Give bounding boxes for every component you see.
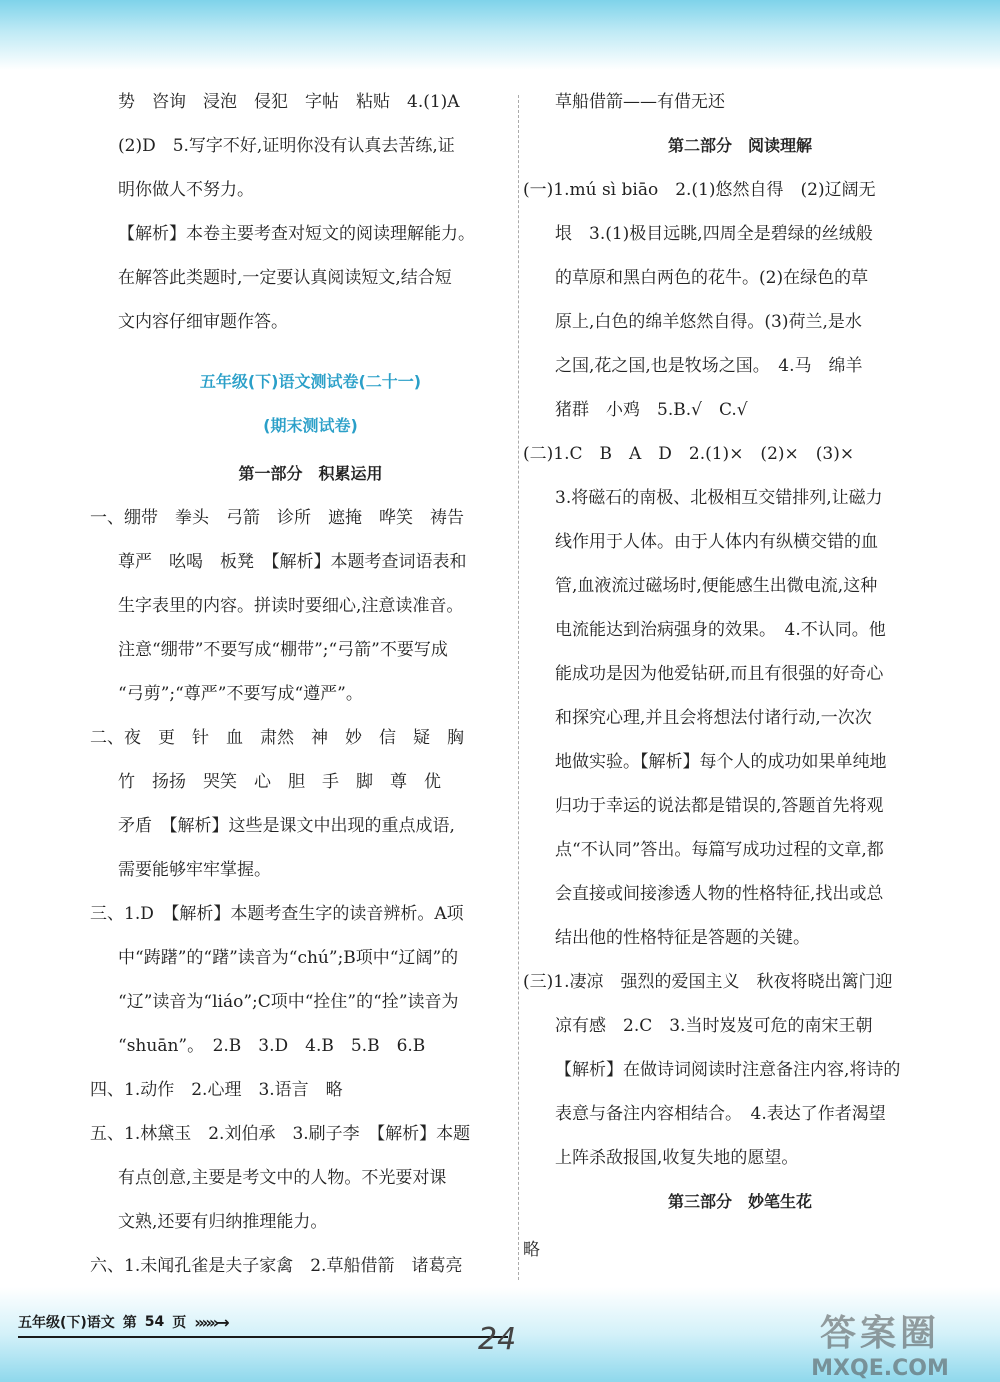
text-line: 明你做人不努力。 (118, 180, 254, 200)
section-line: “shuān”。 2.B 3.D 4.B 5.B 6.B (118, 1036, 426, 1056)
section-line: “弓剪”;“尊严”不要写成“遵严”。 (118, 684, 363, 704)
section-line: 矛盾 【解析】这些是课文中出现的重点成语, (118, 816, 455, 836)
reading-line: 能成功是因为他爱钻研,而且有很强的好奇心 (555, 664, 884, 684)
reading-line: (三)1.凄凉 强烈的爱国主义 秋夜将晓出篱门迎 (523, 972, 893, 992)
reading-line: 地做实验。【解析】每个人的成功如果单纯地 (555, 752, 887, 772)
part2-title: 第二部分 阅读理解 (667, 136, 812, 155)
reading-line: 【解析】在做诗词阅读时注意备注内容,将诗的 (555, 1060, 901, 1080)
reading-line: 上阵杀敌报国,收复失地的愿望。 (555, 1148, 799, 1168)
left-column (90, 80, 503, 1288)
section-line: 注意“绷带”不要写成“棚带”;“弓箭”不要写成 (118, 640, 448, 660)
reading-line: 垠 3.(1)极目远眺,四周全是碧绿的丝绒般 (555, 224, 873, 244)
section-line: 五、1.林黛玉 2.刘伯承 3.刷子李 【解析】本题 (90, 1124, 471, 1144)
arrow-decoration-icon: »»»→ (194, 1312, 227, 1332)
text-line: 势 咨询 浸泡 侵犯 字帖 粘贴 4.(1)A (118, 92, 460, 112)
part1-title: 第一部分 积累运用 (238, 464, 383, 483)
reading-line: 原上,白色的绵羊悠然自得。(3)荷兰,是水 (555, 312, 862, 332)
text-line: 文内容仔细审题作答。 (118, 312, 288, 332)
reading-line: 表意与备注内容相结合。 4.表达了作者渴望 (555, 1104, 886, 1124)
column-divider (518, 95, 520, 1280)
reading-line: 之国,花之国,也是牧场之国。 4.马 绵羊 (555, 356, 863, 376)
section-line: 生字表里的内容。拼读时要细心,注意读准音。 (118, 596, 464, 616)
exam-subtitle: (期末测试卷) (263, 416, 358, 435)
text-line: (2)D 5.写字不好,证明你没有认真去苦练,证 (118, 136, 455, 156)
reading-line: 结出他的性格特征是答题的关键。 (555, 928, 810, 948)
section-line: 有点创意,主要是考文中的人物。不光要对课 (118, 1168, 447, 1188)
reading-line: 猪群 小鸡 5.B.√ C.√ (555, 400, 748, 420)
page-footer (18, 1312, 227, 1332)
reading-line: 电流能达到治病强身的效果。 4.不认同。他 (555, 620, 886, 640)
top-decorative-band (0, 0, 1000, 70)
section-line: 一、绷带 拳头 弓箭 诊所 遮掩 哗笑 祷告 (90, 508, 464, 528)
reading-line: 和探究心理,并且会将想法付诸行动,一次次 (555, 708, 872, 728)
reading-line: 归功于幸运的说法都是错误的,答题首先将观 (555, 796, 884, 816)
reading-line: (二)1.C B A D 2.(1)× (2)× (3)× (523, 444, 855, 464)
watermark-sub: MXQE.COM (811, 1356, 949, 1381)
footer-page-prefix: 第 (122, 1315, 137, 1331)
reading-line: 3.将磁石的南极、北极相互交错排列,让磁力 (555, 488, 883, 508)
section-line: 文熟,还要有归纳推理能力。 (118, 1212, 328, 1232)
section-line: 六、1.未闻孔雀是夫子家禽 2.草船借箭 诸葛亮 (90, 1256, 463, 1276)
reading-line: 点“不认同”答出。每篇写成功过程的文章,都 (555, 840, 884, 860)
section-line: 需要能够牢牢掌握。 (118, 860, 271, 880)
footer-page-number: 54 (144, 1314, 165, 1330)
reading-line: 凉有感 2.C 3.当时岌岌可危的南宋王朝 (555, 1016, 873, 1036)
handwritten-page-number: 24 (478, 1322, 517, 1357)
text-line: 在解答此类题时,一定要认真阅读短文,结合短 (118, 268, 452, 288)
section-line: 尊严 吆喝 板凳 【解析】本题考查词语表和 (118, 552, 467, 572)
footer-rule (18, 1336, 508, 1338)
watermark-main: 答案圈 (819, 1313, 940, 1354)
exam-title: 五年级(下)语文测试卷(二十一) (199, 372, 422, 391)
section-line: 三、1.D 【解析】本题考查生字的读音辨析。A项 (90, 904, 464, 924)
section-line: 四、1.动作 2.心理 3.语言 略 (90, 1080, 343, 1100)
section-line: 中“踌躇”的“躇”读音为“chú”;B项中“辽阔”的 (118, 948, 459, 968)
footer-page-suffix: 页 (172, 1315, 187, 1331)
text-line: 【解析】本卷主要考查对短文的阅读理解能力。 (118, 224, 475, 244)
reading-line: 线作用于人体。由于人体内有纵横交错的血 (555, 532, 878, 552)
right-column (523, 80, 925, 1272)
watermark (780, 1305, 980, 1381)
section-line: 二、夜 更 针 血 肃然 神 妙 信 疑 胸 (90, 728, 464, 748)
text-line: 草船借箭——有借无还 (555, 92, 725, 112)
section-line: 竹 扬扬 哭笑 心 胆 手 脚 尊 优 (118, 772, 441, 792)
section-line: “辽”读音为“liáo”;C项中“拴住”的“拴”读音为 (118, 992, 459, 1012)
footer-grade: 五年级(下)语文 (18, 1315, 115, 1331)
omitted-note: 略 (523, 1240, 540, 1260)
reading-line: 管,血液流过磁场时,便能感生出微电流,这种 (555, 576, 878, 596)
reading-line: 会直接或间接渗透人物的性格特征,找出或总 (555, 884, 884, 904)
reading-line: 的草原和黑白两色的花牛。(2)在绿色的草 (555, 268, 869, 288)
reading-line: (一)1.mú sì biāo 2.(1)悠然自得 (2)辽阔无 (523, 180, 876, 200)
part3-title: 第三部分 妙笔生花 (667, 1192, 812, 1211)
